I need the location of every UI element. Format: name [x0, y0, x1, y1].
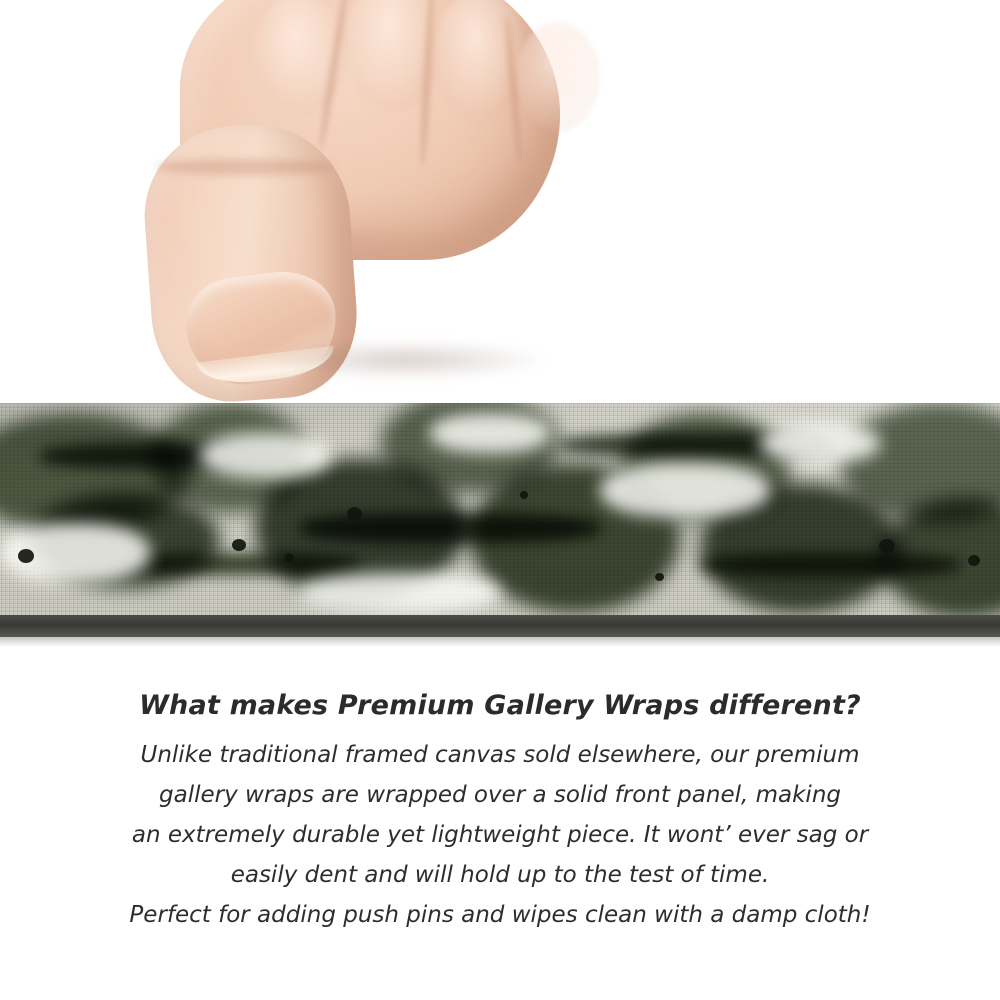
- finger-crease: [155, 159, 333, 175]
- hand-illustration: [120, 0, 560, 430]
- finger-shadow: [260, 340, 550, 380]
- caption-line-5: Perfect for adding push pins and wipes clean with a damp cloth!: [129, 902, 871, 928]
- caption-line-3: an extremely durable yet lightweight piece. It wont’ ever sag or: [131, 822, 869, 848]
- caption-line-1: Unlike traditional framed canvas sold elsewhere, our premium: [140, 742, 860, 768]
- canvas-side-edge: [0, 615, 1000, 637]
- knuckle-bump: [516, 22, 600, 132]
- caption-heading: What makes Premium Gallery Wraps different?: [139, 690, 861, 721]
- caption-line-2: gallery wraps are wrapped over a solid front panel, making: [159, 782, 841, 808]
- canvas-drop-shadow: [0, 637, 1000, 647]
- caption-line-4: easily dent and will hold up to the test of time.: [230, 862, 770, 888]
- caption-block: [0, 690, 1000, 935]
- canvas-print-edge: [0, 403, 1000, 621]
